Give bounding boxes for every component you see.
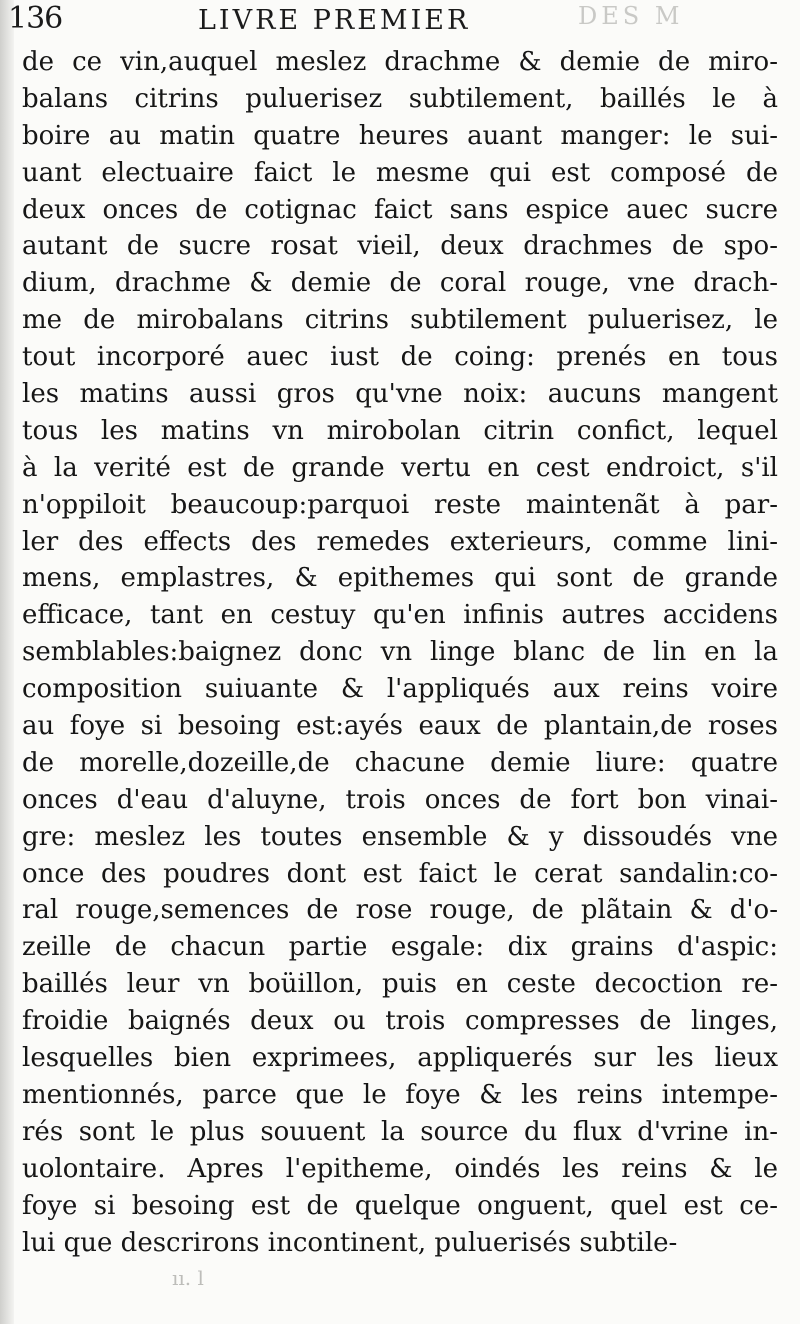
text-line: de ce vin,auquel meslez drachme & demie de miro-: [22, 47, 778, 77]
text-line: balans citrins puluerisez subtilement, baillés le à: [22, 83, 778, 114]
running-head-title: LIVRE PREMIER: [198, 5, 471, 36]
body-text: [22, 44, 778, 1261]
binding-gutter-shadow: [0, 0, 14, 1324]
text-line: au foye si besoing est:ayés eaux de plantain,de roses: [22, 711, 778, 742]
text-line: uant electuaire faict le mesme qui est composé de: [22, 157, 778, 188]
text-line: semblables:baignez donc vn linge blanc de lin en la: [22, 637, 778, 668]
text-line: zeille de chacun partie esgale: dix grains d'aspic:: [22, 932, 778, 963]
text-line: mentionnés, parce que le foye & les reins intempe-: [22, 1079, 778, 1110]
text-line: tous les matins vn mirobolan citrin confict, lequel: [22, 415, 778, 446]
text-line: dium, drachme & demie de coral rouge, vne drach-: [22, 268, 778, 299]
text-line: ral rouge,semences de rose rouge, de plãtain & d'o-: [22, 895, 778, 926]
text-line: tout incorporé auec iust de coing: prenés en tous: [22, 342, 778, 373]
text-line: de morelle,dozeille,de chacune demie liure: quatre: [22, 747, 778, 778]
text-line: gre: meslez les toutes ensemble & y dissoudés vne: [22, 821, 778, 852]
text-line: ler des effects des remedes exterieurs, comme lini-: [22, 526, 778, 557]
text-line: lesquelles bien exprimees, appliquerés sur les lieux: [22, 1043, 778, 1074]
running-head: [8, 0, 788, 44]
text-line: froidie baignés deux ou trois compresses de linges,: [22, 1006, 778, 1037]
text-line: me de mirobalans citrins subtilement puluerisez, le: [22, 305, 778, 336]
text-line: baillés leur vn boüillon, puis en ceste decoction re-: [22, 969, 778, 1000]
text-line: autant de sucre rosat vieil, deux drachmes de spo-: [22, 231, 778, 262]
text-line: mens, emplastres, & epithemes qui sont de grande: [22, 563, 778, 594]
text-line: foye si besoing est de quelque onguent, quel est ce-: [22, 1190, 778, 1221]
text-line: deux onces de cotignac faict sans espice auec sucre: [22, 194, 778, 225]
text-line: efficace, tant en cestuy qu'en infinis autres accidens: [22, 600, 778, 631]
text-line: composition suiuante & l'appliqués aux reins voire: [22, 674, 778, 705]
text-line: lui que descrirons incontinent, puluerisés subtile-: [22, 1227, 678, 1258]
text-line: once des poudres dont est faict le cerat sandalin:co-: [22, 858, 778, 889]
text-line: à la verité est de grande vertu en cest endroict, s'il: [22, 452, 778, 483]
bleed-through-text: DES M: [578, 2, 684, 30]
text-line: uolontaire. Apres l'epitheme, oindés les reins & le: [22, 1153, 778, 1184]
text-line: onces d'eau d'aluyne, trois onces de fort bon vinai-: [22, 784, 778, 815]
page-number: 136: [8, 1, 63, 36]
text-line: n'oppiloit beaucoup:parquoi reste maintenãt à par-: [22, 489, 778, 520]
bottom-marks: ıı. l: [172, 1266, 204, 1290]
text-line: boire au matin quatre heures auant manger: le sui-: [22, 120, 778, 151]
text-line: les matins aussi gros qu'vne noix: aucuns mangent: [22, 379, 778, 410]
text-line: rés sont le plus souuent la source du flux d'vrine in-: [22, 1116, 778, 1147]
